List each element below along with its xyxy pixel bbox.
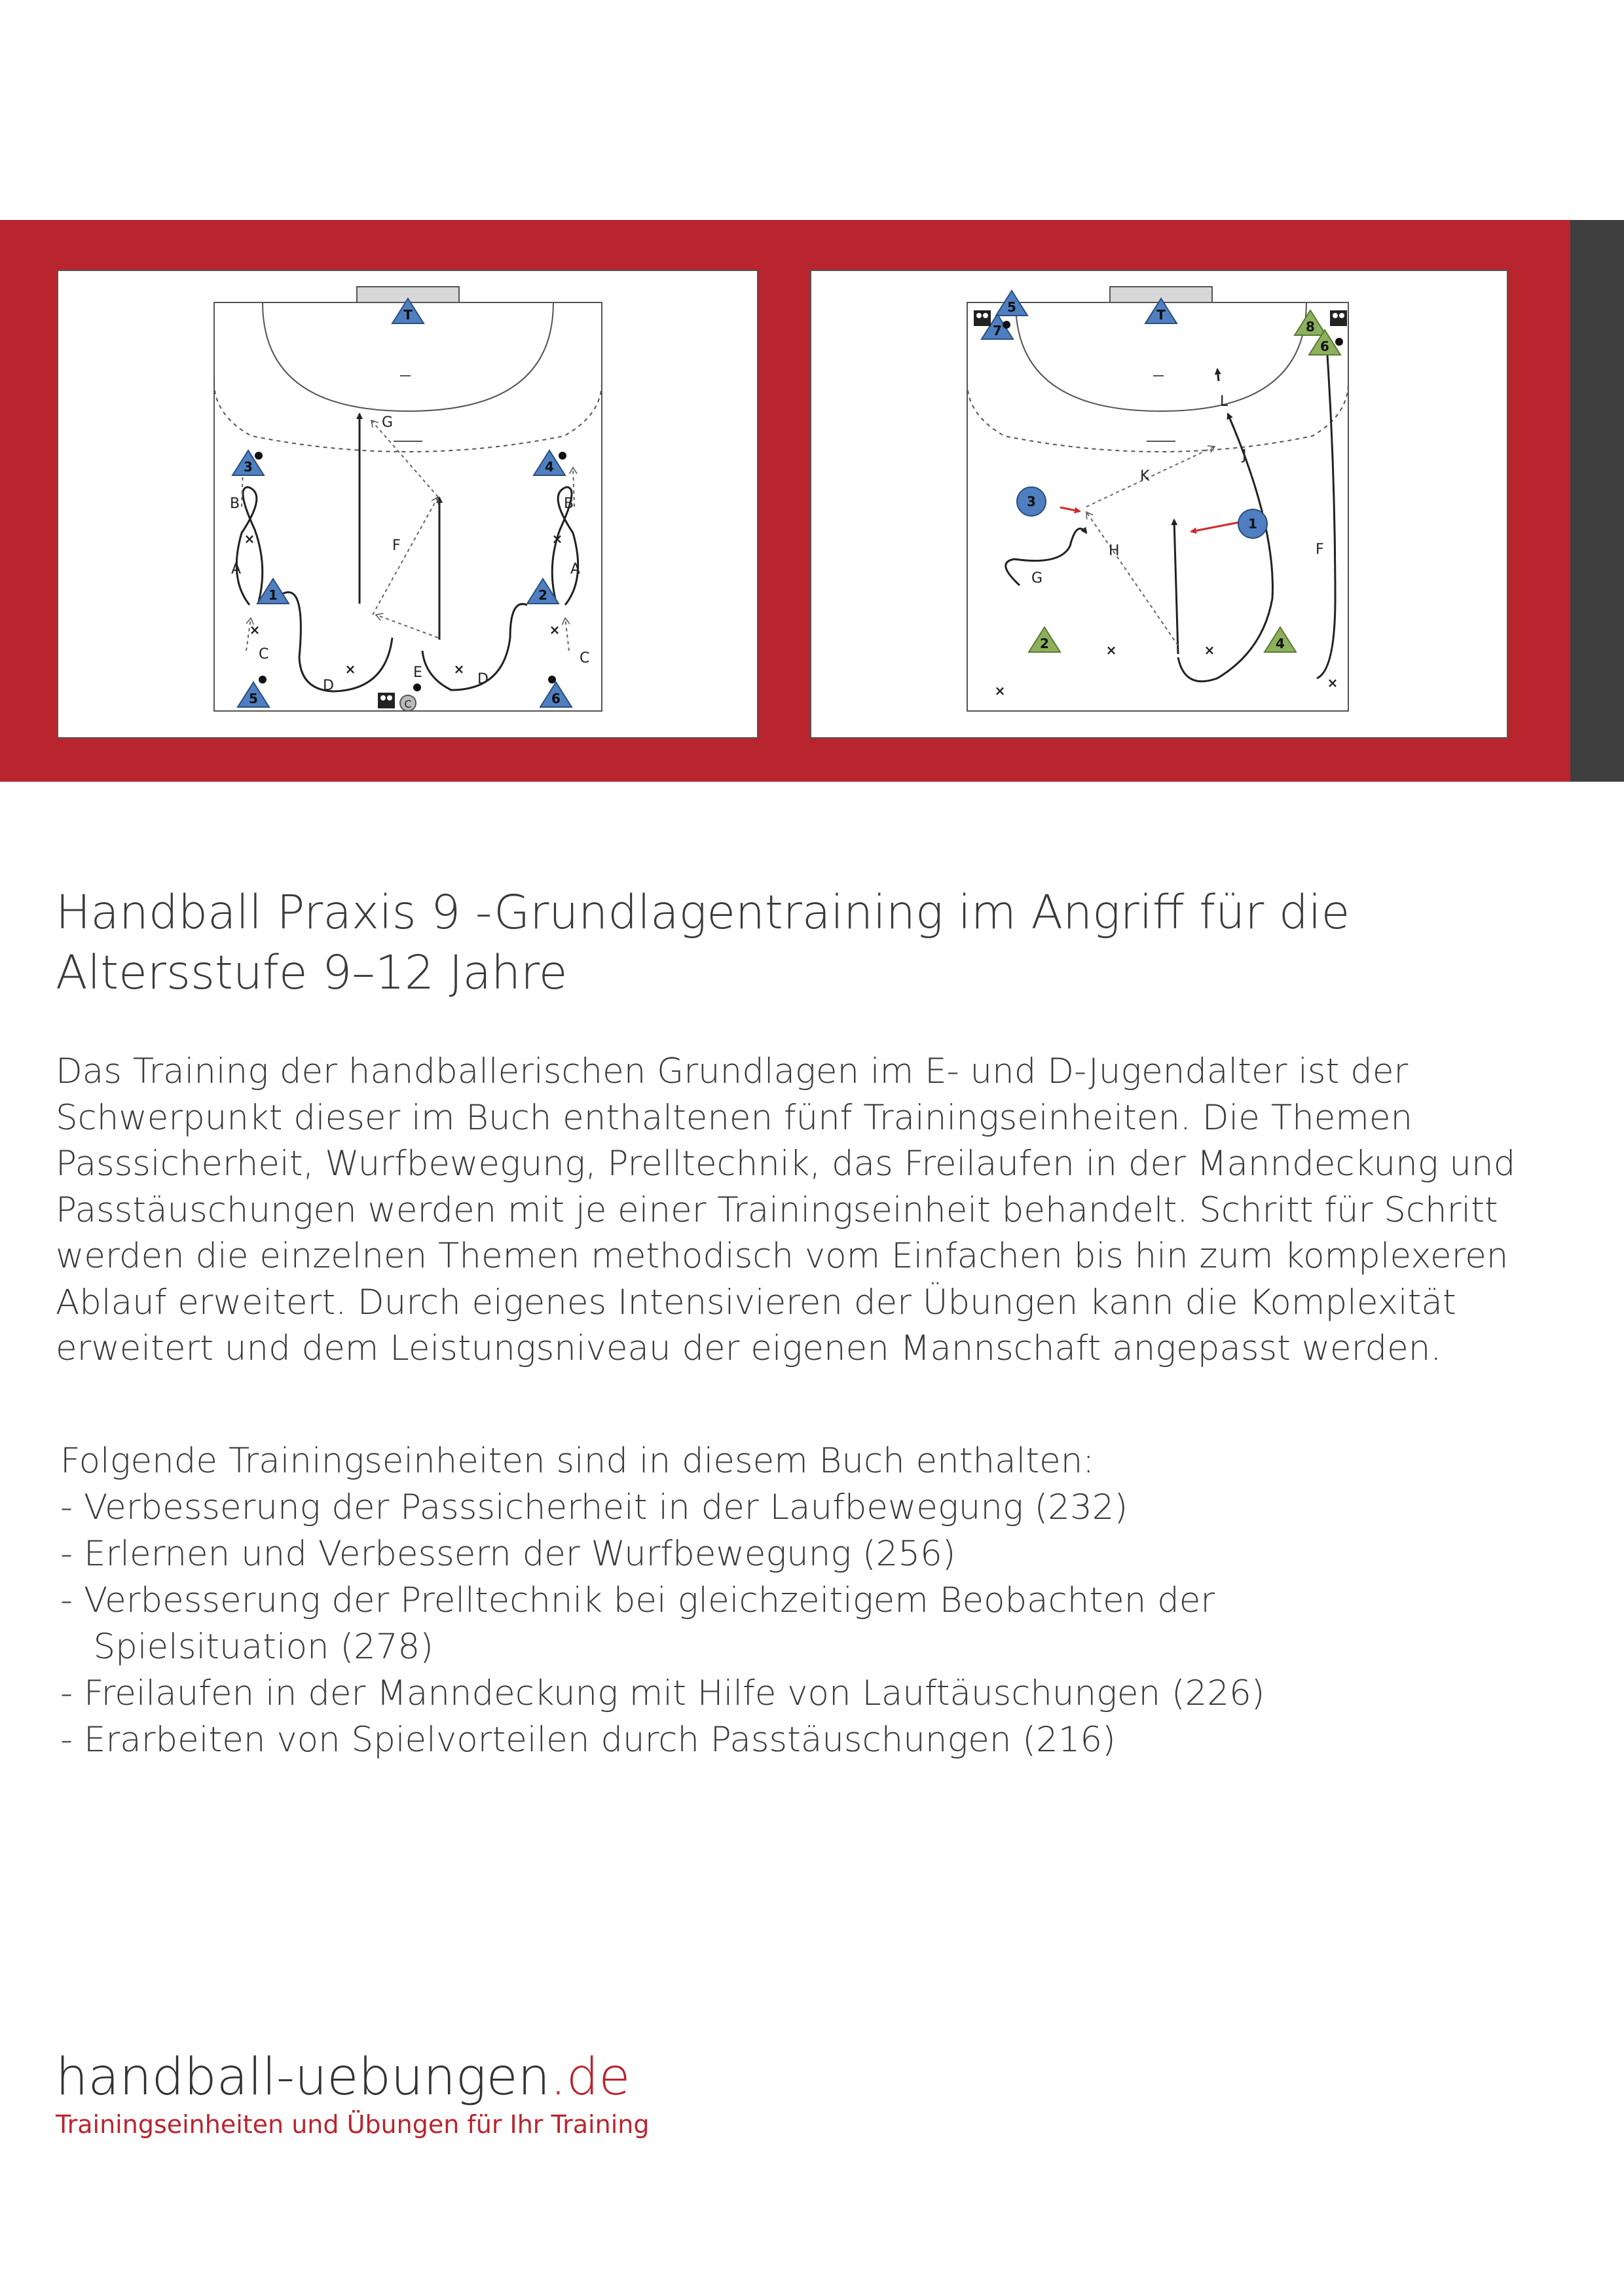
path-label-e: E xyxy=(413,665,422,681)
logo-wordmark xyxy=(56,2048,649,2107)
paths xyxy=(1006,335,1335,682)
svg-text:×: × xyxy=(344,661,356,677)
list-item: - Erlernen und Verbessern der Wurfbewegung (256) xyxy=(60,1534,956,1574)
path-label-g: G xyxy=(382,414,394,431)
title-line-1: Handball Praxis 9 -Grundlagentraining im Angriff für die xyxy=(56,885,1350,939)
path-label-k: K xyxy=(1140,468,1150,484)
path-label-d-right: D xyxy=(477,671,489,687)
path-labels xyxy=(1031,393,1324,587)
path-label-f: F xyxy=(1316,541,1324,558)
player-1-label: 1 xyxy=(1248,516,1257,532)
players xyxy=(232,299,572,707)
path-label-l: L xyxy=(1220,393,1228,410)
path-labels xyxy=(230,414,589,694)
intro-line: Passsicherheit, Wurfbewegung, Prelltechnik, das Freilaufen in der Manndeckung und xyxy=(56,1144,1516,1184)
player-3-label: 3 xyxy=(244,459,253,475)
path-label-b-left: B xyxy=(230,496,240,512)
side-bar xyxy=(1570,220,1624,782)
player-8-label: 8 xyxy=(1306,319,1315,335)
list-item: - Erarbeiten von Spielvorteilen durch Passtäuschungen (216) xyxy=(60,1720,1116,1760)
logo-tld: .de xyxy=(550,2048,631,2107)
player-4-label: 4 xyxy=(1276,636,1285,651)
svg-text:×: × xyxy=(994,683,1006,699)
site-logo[interactable] xyxy=(56,2048,649,2140)
player-7-label: 7 xyxy=(993,323,1002,338)
drill-diagram-left xyxy=(57,270,758,738)
coach-marker xyxy=(400,695,416,711)
intro-line: werden die einzelnen Themen methodisch vom Einfachen bis hin zum komplexeren xyxy=(56,1236,1509,1276)
player-1-label: 1 xyxy=(268,587,278,603)
goalkeeper-label: T xyxy=(1156,307,1166,323)
intro-line: Das Training der handballerischen Grundlagen im E- und D-Jugendalter ist der xyxy=(56,1051,1409,1091)
path-label-a-left: A xyxy=(231,561,242,577)
path-label-d-left: D xyxy=(323,678,334,694)
player-5-label: 5 xyxy=(1007,299,1016,315)
intro-line: Ablauf erweitert. Durch eigenes Intensivieren der Übungen kann die Komplexität xyxy=(56,1282,1456,1322)
svg-text:×: × xyxy=(244,531,255,547)
units-list xyxy=(60,1438,1501,1763)
player-4-label: 4 xyxy=(545,459,554,475)
path-label-c-left: C xyxy=(259,646,269,663)
ball-box-icon xyxy=(378,693,395,708)
logo-name: handball-uebungen xyxy=(56,2048,551,2107)
intro-line: erweitert und dem Leistungsniveau der eigenen Mannschaft angepasst werden. xyxy=(56,1328,1442,1368)
drill-diagram-right xyxy=(810,270,1508,738)
svg-text:×: × xyxy=(1105,642,1117,658)
cones xyxy=(244,531,563,677)
svg-text:×: × xyxy=(1327,675,1338,691)
units-heading: Folgende Trainingseinheiten sind in diesem Buch enthalten: xyxy=(60,1441,1095,1481)
logo-tagline: Trainingseinheiten und Übungen für Ihr Training xyxy=(56,2110,650,2139)
coach-label: C xyxy=(404,698,412,710)
path-label-g: G xyxy=(1031,570,1043,587)
player-6-label: 6 xyxy=(551,691,561,706)
path-label-a-right: A xyxy=(570,561,581,577)
page-title xyxy=(56,883,1496,1003)
goalkeeper-label: T xyxy=(403,307,413,323)
player-2-label: 2 xyxy=(1040,636,1049,651)
path-label-c-right: C xyxy=(580,650,590,666)
path-label-h: H xyxy=(1109,543,1120,559)
ball-box-icon-right xyxy=(1330,310,1347,326)
ball-box-icon-left xyxy=(974,310,991,326)
title-line-2: Altersstufe 9–12 Jahre xyxy=(56,945,568,1000)
balls xyxy=(255,452,566,691)
intro-line: Schwerpunkt dieser im Buch enthaltenen fünf Trainingseinheiten. Die Themen xyxy=(56,1097,1413,1138)
paths xyxy=(236,414,581,691)
player-2-label: 2 xyxy=(538,587,547,603)
balls xyxy=(1003,321,1343,346)
players xyxy=(982,291,1340,652)
player-5-label: 5 xyxy=(249,691,258,706)
path-label-b-right: B xyxy=(564,496,574,512)
intro-paragraph xyxy=(56,1049,1516,1372)
path-label-f: F xyxy=(392,538,401,554)
player-6-label: 6 xyxy=(1320,338,1329,354)
list-item: Spielsituation (278) xyxy=(60,1627,434,1667)
svg-text:×: × xyxy=(249,622,261,638)
list-item: - Verbesserung der Passsicherheit in der Laufbewegung (232) xyxy=(60,1487,1128,1527)
intro-line: Passtäuschungen werden mit je einer Trainingseinheit behandelt. Schritt für Schritt xyxy=(56,1190,1498,1230)
list-item: - Freilaufen in der Manndeckung mit Hilfe von Lauftäuschungen (226) xyxy=(60,1673,1265,1713)
list-item: - Verbesserung der Prelltechnik bei gleichzeitigem Beobachten der xyxy=(60,1580,1215,1620)
player-3-label: 3 xyxy=(1027,494,1036,509)
svg-text:×: × xyxy=(1204,642,1215,658)
path-label-j: J xyxy=(1242,447,1247,464)
svg-text:×: × xyxy=(549,622,561,638)
svg-text:×: × xyxy=(551,531,563,547)
court xyxy=(214,287,602,711)
svg-text:×: × xyxy=(453,661,465,677)
